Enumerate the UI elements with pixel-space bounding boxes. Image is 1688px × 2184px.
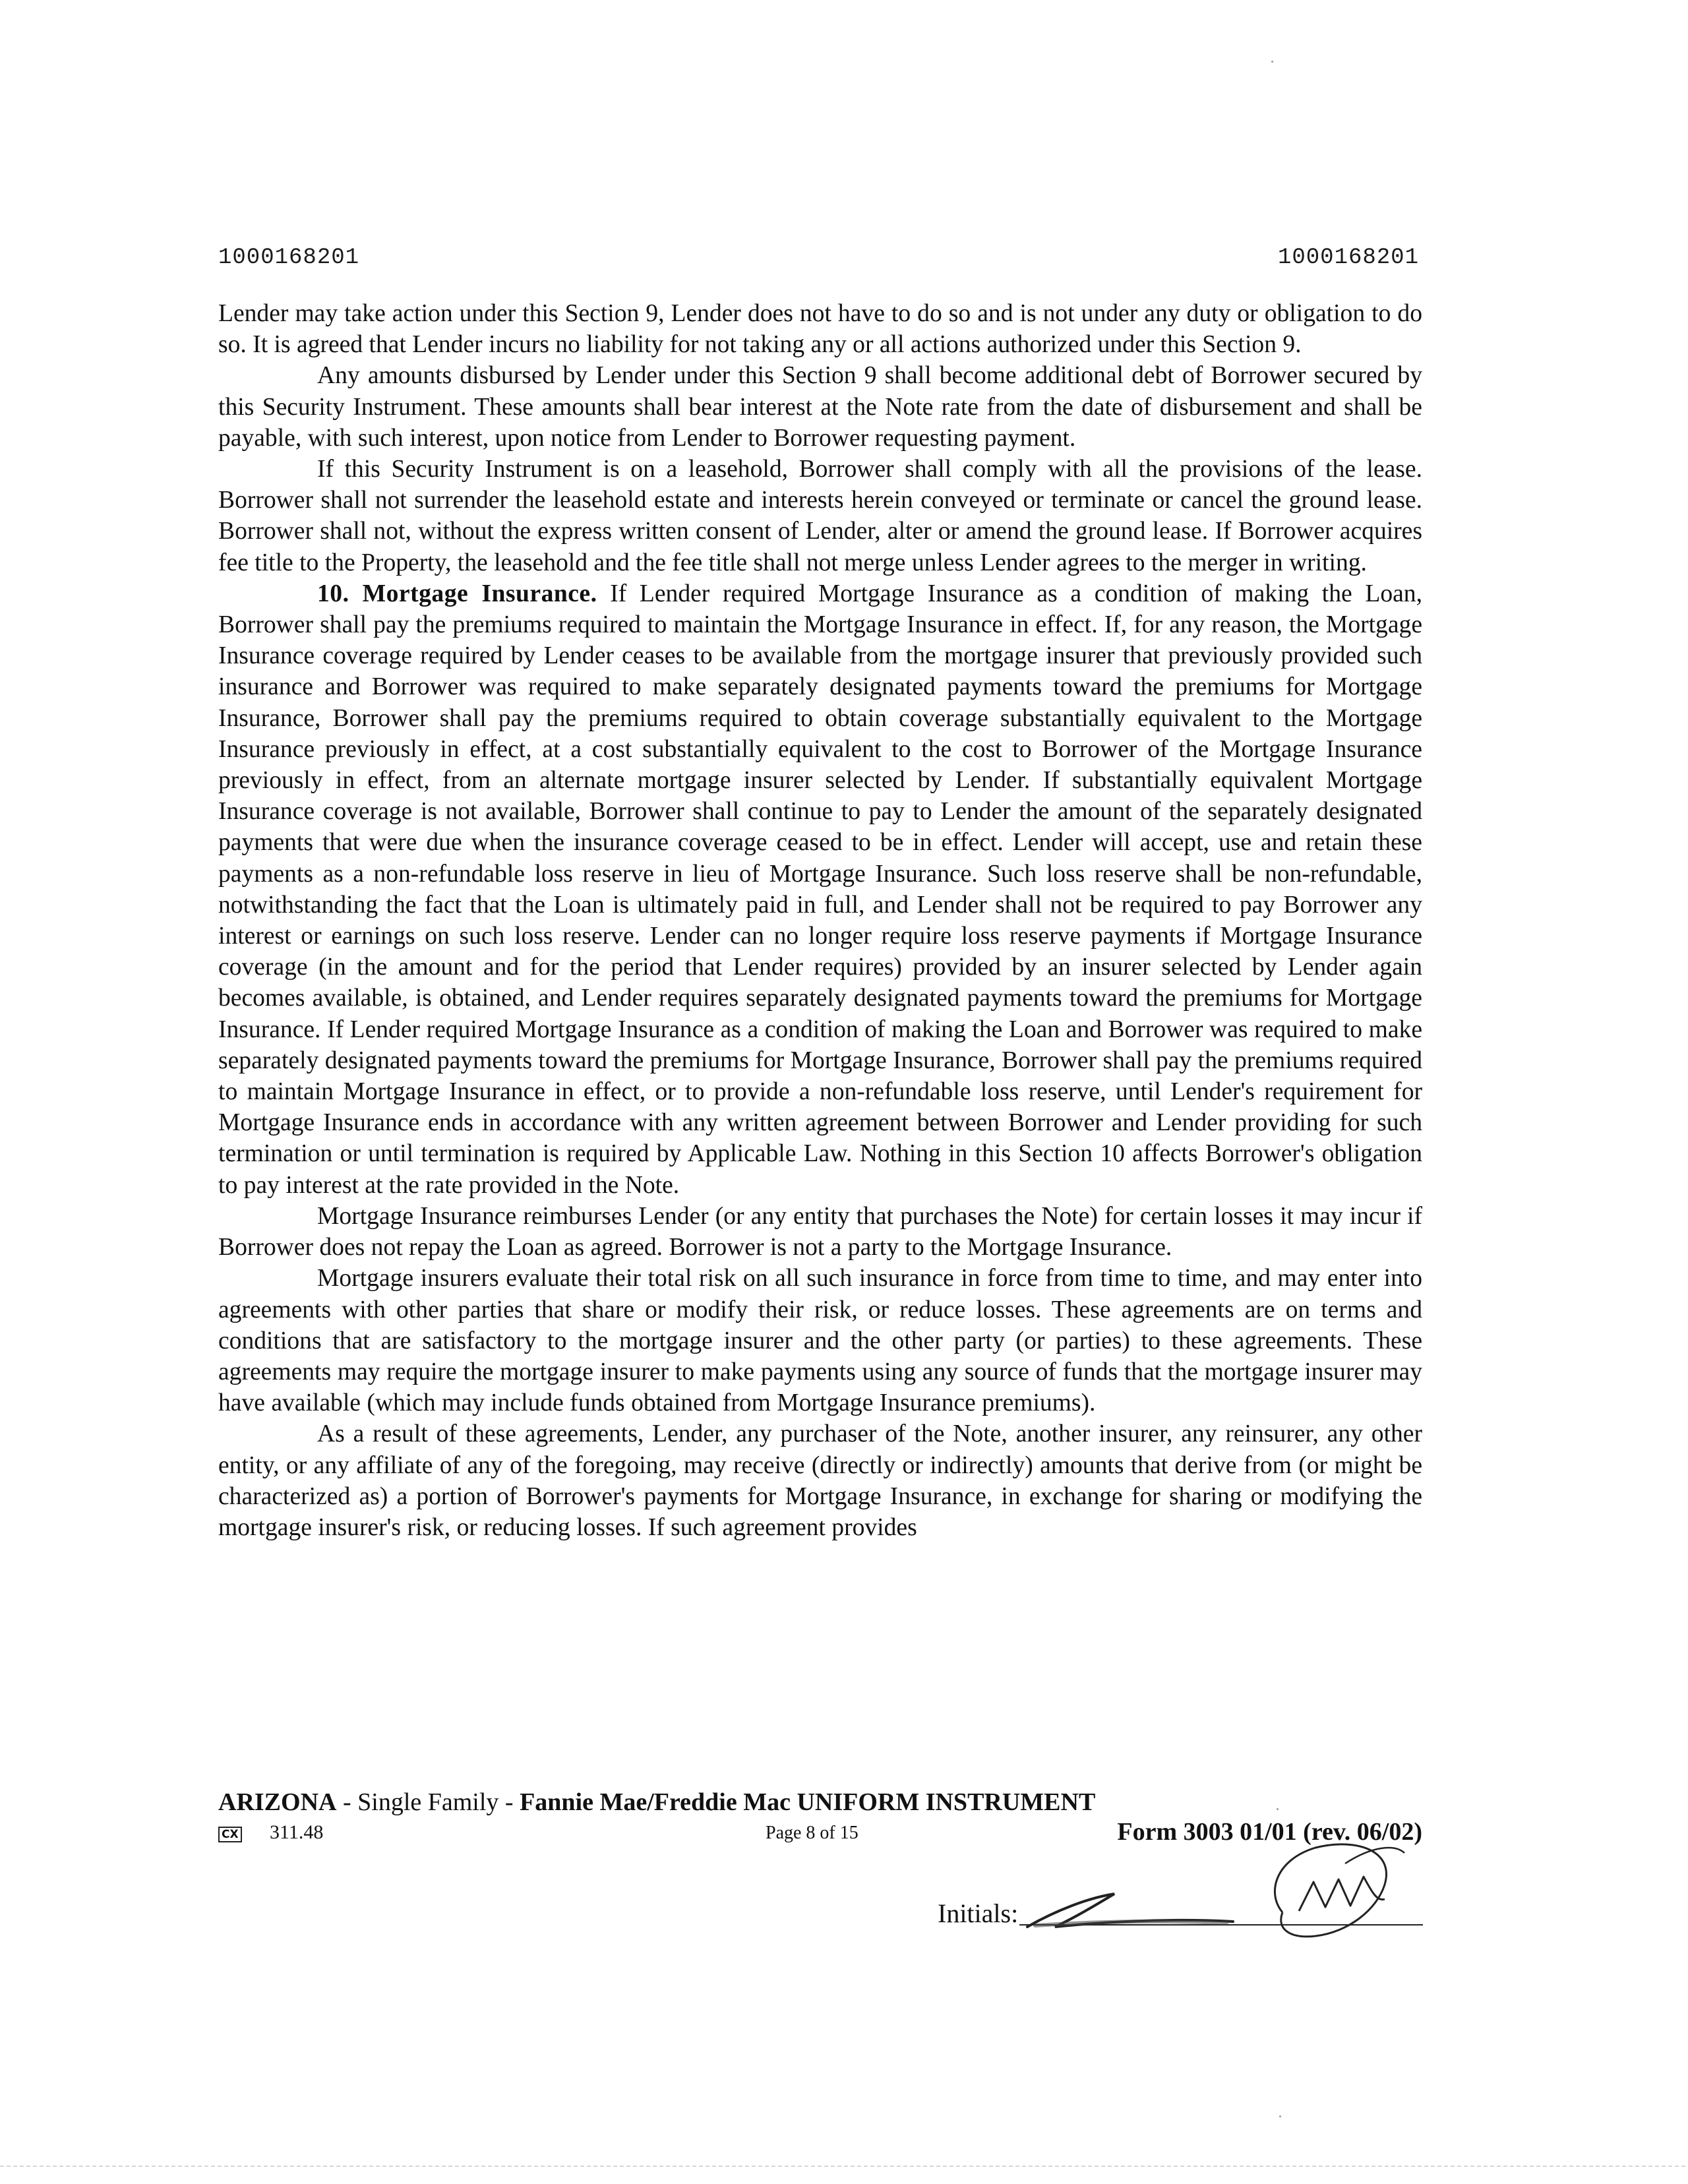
paragraph-mi-reimburses: Mortgage Insurance reimburses Lender (or any entity that purchases the Note) for certain losses it may incur if Borrower does not repay the Loan as agreed. Borrower is not a party to the Mortgage Insurance. xyxy=(218,1202,1422,1261)
paragraph-mi-insurers: Mortgage insurers evaluate their total risk on all such insurance in force from time to time, and may enter into agreements with other parties that share or modify their risk, or reduce losses. These agreements are on terms and conditions that are satisfactory to the mortgage insurer and the other party (or parties) to these agreements. These agreements may require the mortgage insurer to make payments using any source of funds that the mortgage insurer may have available (which may include funds obtained from Mortgage Insurance premiums). xyxy=(218,1265,1422,1417)
loan-number-left: 1000168201 xyxy=(218,245,360,270)
scan-speck xyxy=(1271,61,1273,63)
paragraph-disbursed-amounts: Any amounts disbursed by Lender under this Section 9 shall become additional debt of Borrower secured by this Security Instrument. These amounts shall bear interest at the Note rate from the date of disbursement and shall be payable, with such interest, upon notice from Lender to Borrower requesting payment. xyxy=(218,362,1422,452)
form-version: 311.48 xyxy=(270,1821,324,1843)
form-number: Form 3003 01/01 (rev. 06/02) xyxy=(1117,1818,1422,1846)
scan-speck xyxy=(1279,2115,1281,2117)
footer-family: - Single Family - xyxy=(336,1788,520,1816)
loan-number-right: 1000168201 xyxy=(1277,245,1419,270)
section10-text: If Lender required Mortgage Insurance as a condition of making the Loan, Borrower shall pay the premiums required to maintain the Mortgage Insurance in effect. If, for any reason, the Mortgage Insurance coverage required by Lender ceases to be available from the mortgage insurer that previously provided such insurance and Borrower was required to make separately designated payments toward the premiums for Mortgage Insurance, Borrower shall pay the premiums required to obtain coverage substantially equivalent to the Mortgage Insurance previously in effect, at a cost substantially equivalent to the cost to Borrower of the Mortgage Insurance previously in effect, from an alternate mortgage insurer selected by Lender. If substantially equivalent Mortgage Insurance coverage is not available, Borrower shall continue to pay to Lender the amount of the separately designated payments that were due when the insurance coverage ceased to be in effect. Lender will accept, use and retain these payments as a non-refundable loss reserve in lieu of Mortgage Insurance. Such loss reserve shall be non-refundable, notwithstanding the fact that the Loan is ultimately paid in full, and Lender shall not be required to pay Borrower any interest or earnings on such loss reserve. Lender can no longer require loss reserve payments if Mortgage Insurance coverage (in the amount and for the period that Lender requires) provided by an insurer selected by Lender again becomes available, is obtained, and Lender requires separately designated payments toward the premiums for Mortgage Insurance. If Lender required Mortgage Insurance as a condition of making the Loan and Borrower was required to make separately designated payments toward the premiums for Mortgage Insurance, Borrower shall pay the premiums required to maintain Mortgage Insurance in effect, or to provide a non-refundable loss reserve, until Lender's requirement for Mortgage Insurance ends in accordance with any written agreement between Borrower and Lender providing for such termination or until termination is required by Applicable Law. Nothing in this Section 10 affects Borrower's obligation to pay interest at the rate provided in the Note. xyxy=(218,580,1422,1199)
footer-instrument-title xyxy=(218,1788,1095,1817)
footer-state: ARIZONA xyxy=(218,1788,337,1816)
cx-logo-icon: CX xyxy=(218,1827,242,1842)
scan-speck xyxy=(1277,1808,1279,1810)
paragraph-leasehold: If this Security Instrument is on a leasehold, Borrower shall comply with all the provisions of the lease. Borrower shall not surrender the leasehold estate and interests herein conveyed or terminate or cancel the ground lease. Borrower shall not, without the express written consent of Lender, alter or amend the ground lease. If Borrower acquires fee title to the Property, the leasehold and the fee title shall not merge unless Lender agrees to the merger in writing. xyxy=(218,456,1422,576)
scan-artifact-line xyxy=(0,2166,1688,2167)
footer-instrument: Fannie Mae/Freddie Mac UNIFORM INSTRUMENT xyxy=(520,1788,1096,1816)
page-number: Page 8 of 15 xyxy=(766,1823,859,1843)
paragraph-section9-end: Lender may take action under this Section 9, Lender does not have to do so and is not under any duty or obligation to do so. It is agreed that Lender incurs no liability for not taking any or all actions authorized under this Section 9. xyxy=(218,300,1422,359)
paragraph-section10 xyxy=(218,578,1422,1201)
section10-heading: 10. Mortgage Insurance. xyxy=(317,580,597,607)
paragraph-mi-agreements: As a result of these agreements, Lender, any purchaser of the Note, another insurer, any reinsurer, any other entity, or any affiliate of any of the foregoing, may receive (directly or indirectly) amounts that derive from (or might be characterized as) a portion of Borrower's payments for Mortgage Insurance, in exchange for sharing or modifying the mortgage insurer's risk, or reducing losses. If such agreement provides xyxy=(218,1420,1422,1541)
document-body xyxy=(218,298,1422,1543)
initials-label: Initials: xyxy=(938,1898,1019,1928)
handwritten-initials-icon xyxy=(1015,1833,1437,1952)
